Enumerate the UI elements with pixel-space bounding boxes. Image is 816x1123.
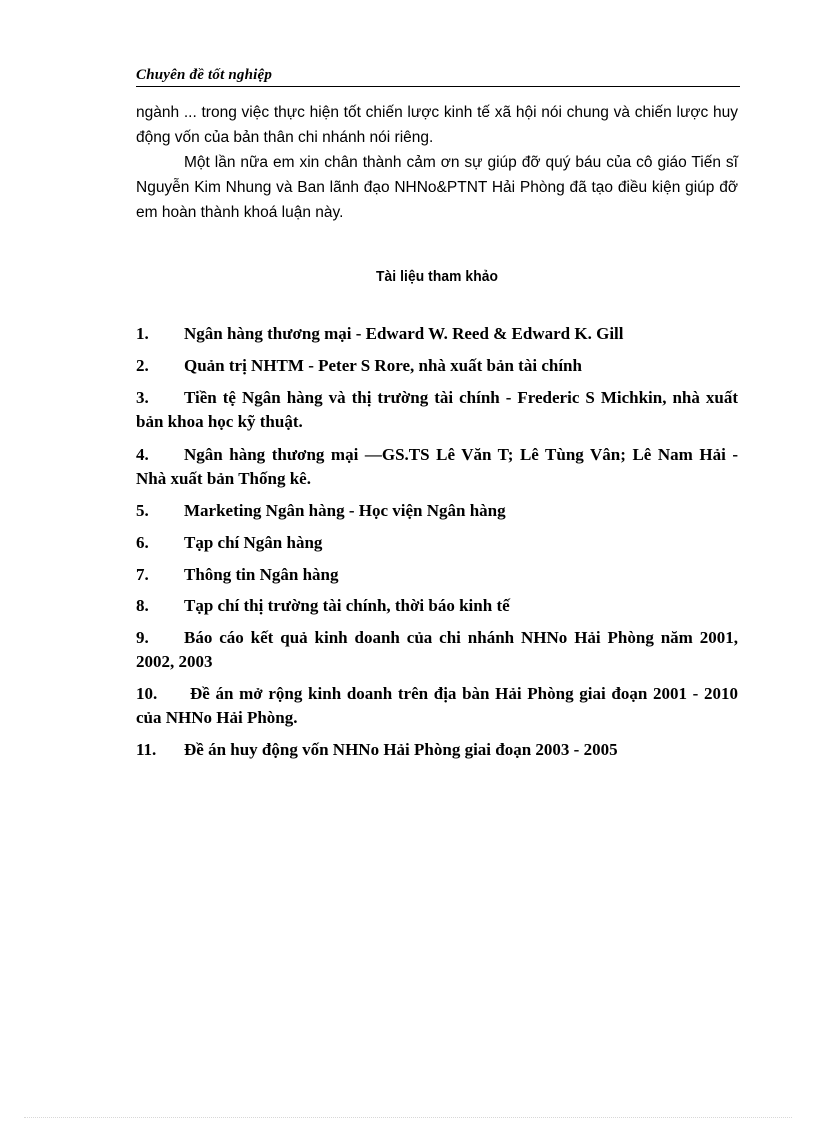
reference-number: 4. (136, 445, 149, 464)
reference-text: Đề án mở rộng kinh doanh trên địa bàn Hải Phòng giai đoạn 2001 - 2010 của NHNo Hải Phòng. (136, 684, 738, 727)
reference-text: Tạp chí thị trường tài chính, thời báo kinh tế (184, 596, 510, 615)
reference-text: Ngân hàng thương mại —GS.TS Lê Văn T; Lê Tùng Vân; Lê Nam Hải - Nhà xuất bản Thống kê. (136, 445, 738, 488)
reference-number: 2. (136, 356, 149, 375)
reference-item (136, 738, 738, 762)
header-title: Chuyên đề tốt nghiệp (136, 67, 273, 83)
reference-item (136, 594, 738, 618)
page-header (136, 66, 740, 87)
reference-text: Báo cáo kết quả kinh doanh của chi nhánh NHNo Hải Phòng năm 2001, 2002, 2003 (136, 628, 738, 671)
reference-number: 11. (136, 740, 157, 759)
reference-number: 5. (136, 501, 149, 520)
reference-item (136, 563, 738, 587)
reference-number: 6. (136, 533, 149, 552)
reference-item (136, 626, 738, 674)
paragraph: ngành ... trong việc thực hiện tốt chiến lược kinh tế xã hội nói chung và chiến lược huy động vốn của bản thân chi nhánh nói riêng. (136, 104, 738, 146)
reference-text: Đề án huy động vốn NHNo Hải Phòng giai đoạn 2003 - 2005 (184, 740, 618, 759)
reference-item (136, 682, 738, 730)
reference-item (136, 354, 738, 378)
reference-number: 9. (136, 628, 149, 647)
page-bottom-divider (24, 1117, 792, 1118)
reference-number: 3. (136, 388, 149, 407)
paragraph: Một lần nữa em xin chân thành cảm ơn sự giúp đỡ quý báu của cô giáo Tiến sĩ Nguyễn Kim Nhung và Ban lãnh đạo NHNo&PTNT Hải Phòng đã tạo điều kiện giúp đỡ em hoàn thành khoá luận này. (136, 154, 738, 221)
body-text (136, 100, 738, 225)
reference-text: Thông tin Ngân hàng (184, 565, 339, 584)
reference-number: 8. (136, 596, 149, 615)
reference-text: Tiền tệ Ngân hàng và thị trường tài chính - Frederic S Michkin, nhà xuất bản khoa học kỹ thuật. (136, 388, 738, 431)
reference-item (136, 443, 738, 491)
reference-text: Marketing Ngân hàng - Học viện Ngân hàng (184, 501, 506, 520)
reference-item (136, 499, 738, 523)
reference-number: 10. (136, 684, 158, 703)
reference-text: Tạp chí Ngân hàng (184, 533, 323, 552)
reference-item (136, 322, 738, 346)
reference-text: Ngân hàng thương mại - Edward W. Reed & Edward K. Gill (184, 324, 624, 343)
references-title: Tài liệu tham khảo (375, 268, 499, 285)
reference-number: 7. (136, 565, 149, 584)
reference-item (136, 531, 738, 555)
reference-number: 1. (136, 324, 149, 343)
reference-item (136, 386, 738, 434)
reference-text: Quản trị NHTM - Peter S Rore, nhà xuất bản tài chính (184, 356, 582, 375)
